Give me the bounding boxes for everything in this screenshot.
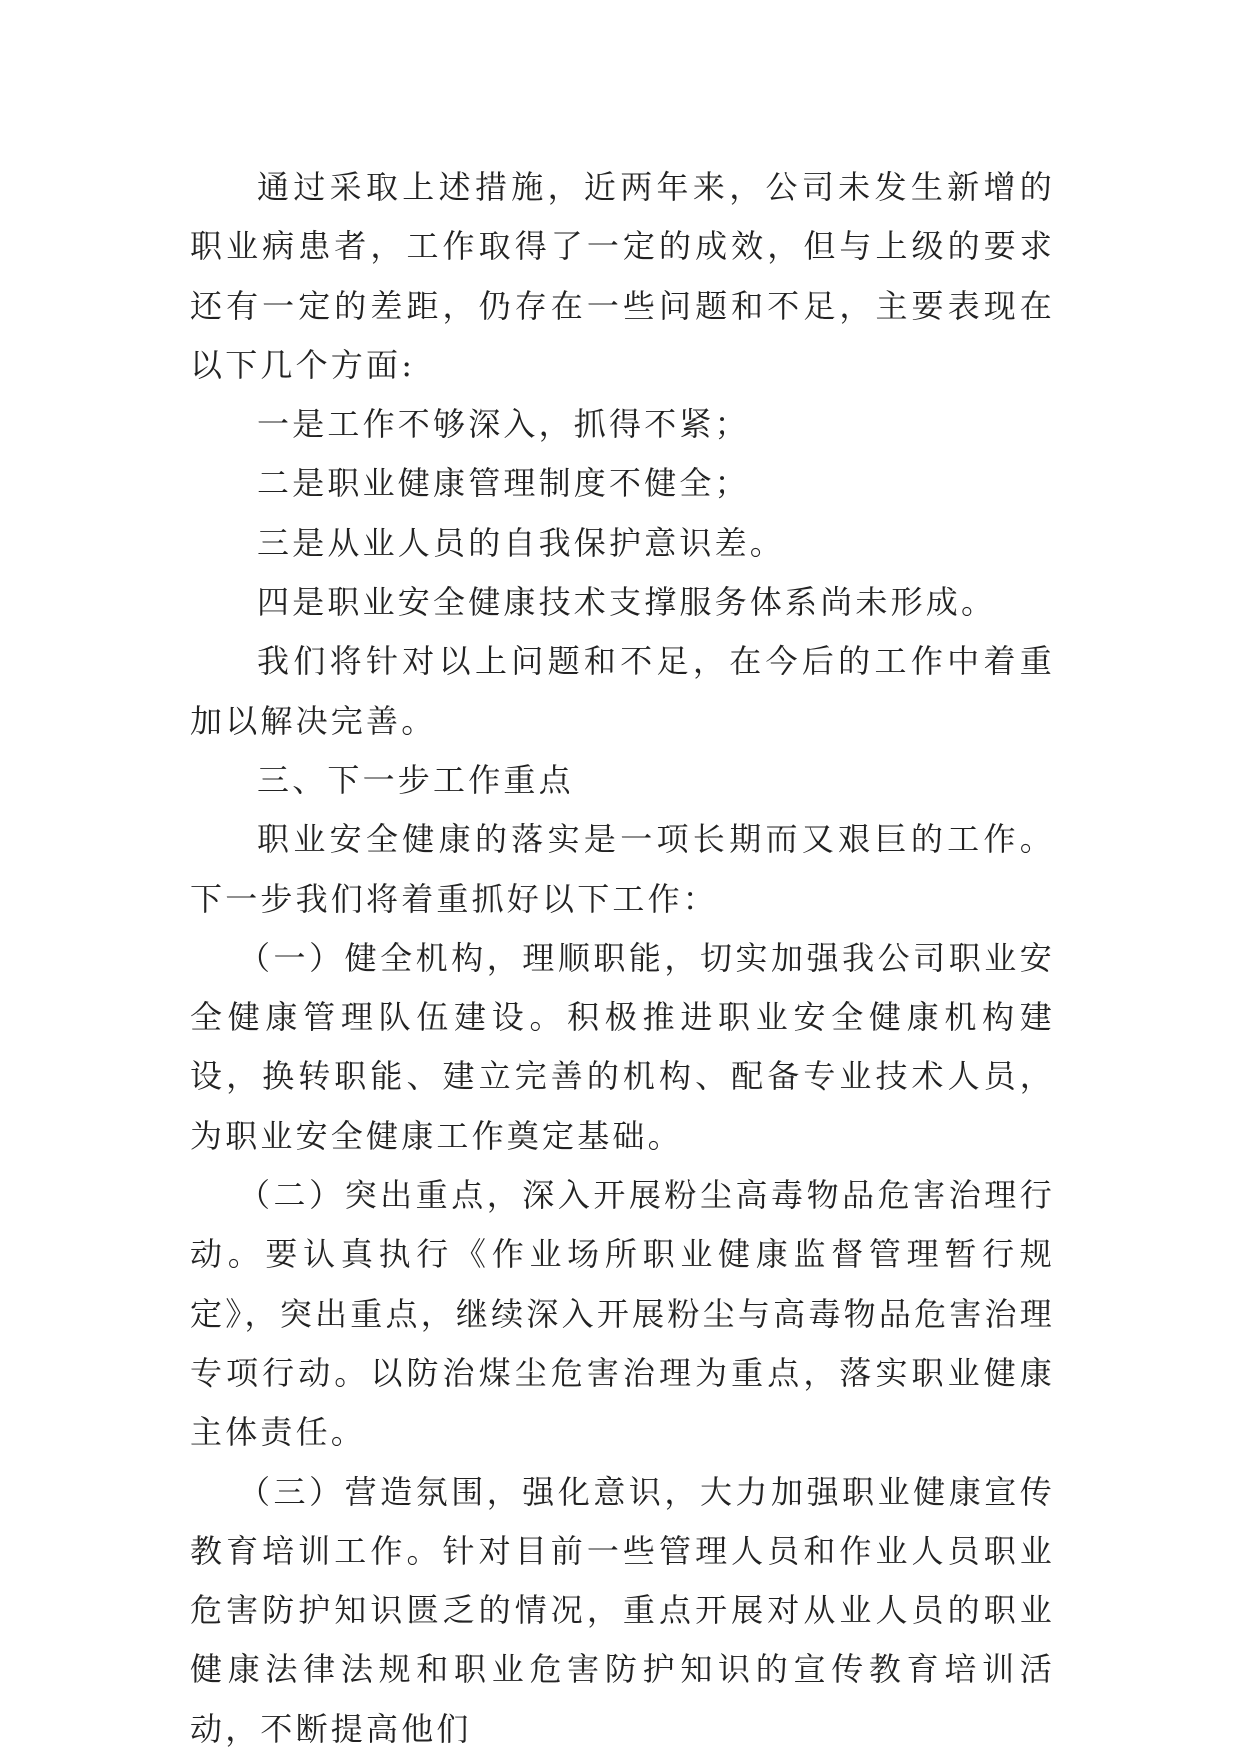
paragraph-issue-3: 三是从业人员的自我保护意识差。 bbox=[257, 523, 786, 562]
document-body bbox=[190, 158, 1055, 1759]
paragraph-issue-4: 四是职业安全健康技术支撑服务体系尚未形成。 bbox=[257, 583, 997, 622]
paragraph-next-steps: 职业安全健康的落实是一项长期而又艰巨的工作。下一步我们将着重抓好以下工作： bbox=[190, 820, 1055, 918]
paragraph-summary: 通过采取上述措施，近两年来，公司未发生新增的职业病患者，工作取得了一定的成效，但与上级的要求还有一定的差距，仍存在一些问题和不足，主要表现在以下几个方面: bbox=[190, 168, 1055, 384]
section-heading: 三、下一步工作重点 bbox=[257, 760, 574, 799]
paragraph-issue-1: 一是工作不够深入，抓得不紧； bbox=[257, 405, 750, 444]
paragraph-resolution: 我们将针对以上问题和不足，在今后的工作中着重加以解决完善。 bbox=[190, 642, 1055, 740]
paragraph-issue-2: 二是职业健康管理制度不健全； bbox=[257, 464, 750, 503]
paragraph-item-1: （一）健全机构，理顺职能，切实加强我公司职业安全健康管理队伍建设。积极推进职业安全健康机构建设，换转职能、建立完善的机构、配备专业技术人员，为职业安全健康工作奠定基础。 bbox=[190, 938, 1055, 1155]
paragraph-item-2: （二）突出重点，深入开展粉尘高毒物品危害治理行动。要认真执行《作业场所职业健康监督管理暂行规定》，突出重点，继续深入开展粉尘与高毒物品危害治理专项行动。以防治煤尘危害治理为重点，落实职业健康主体责任。 bbox=[190, 1176, 1055, 1452]
paragraph-item-3: （三）营造氛围，强化意识，大力加强职业健康宣传教育培训工作。针对目前一些管理人员和作业人员职业危害防护知识匮乏的情况，重点开展对从业人员的职业健康法律法规和职业危害防护知识的宣传教育培训活动，不断提高他们 bbox=[190, 1472, 1055, 1748]
